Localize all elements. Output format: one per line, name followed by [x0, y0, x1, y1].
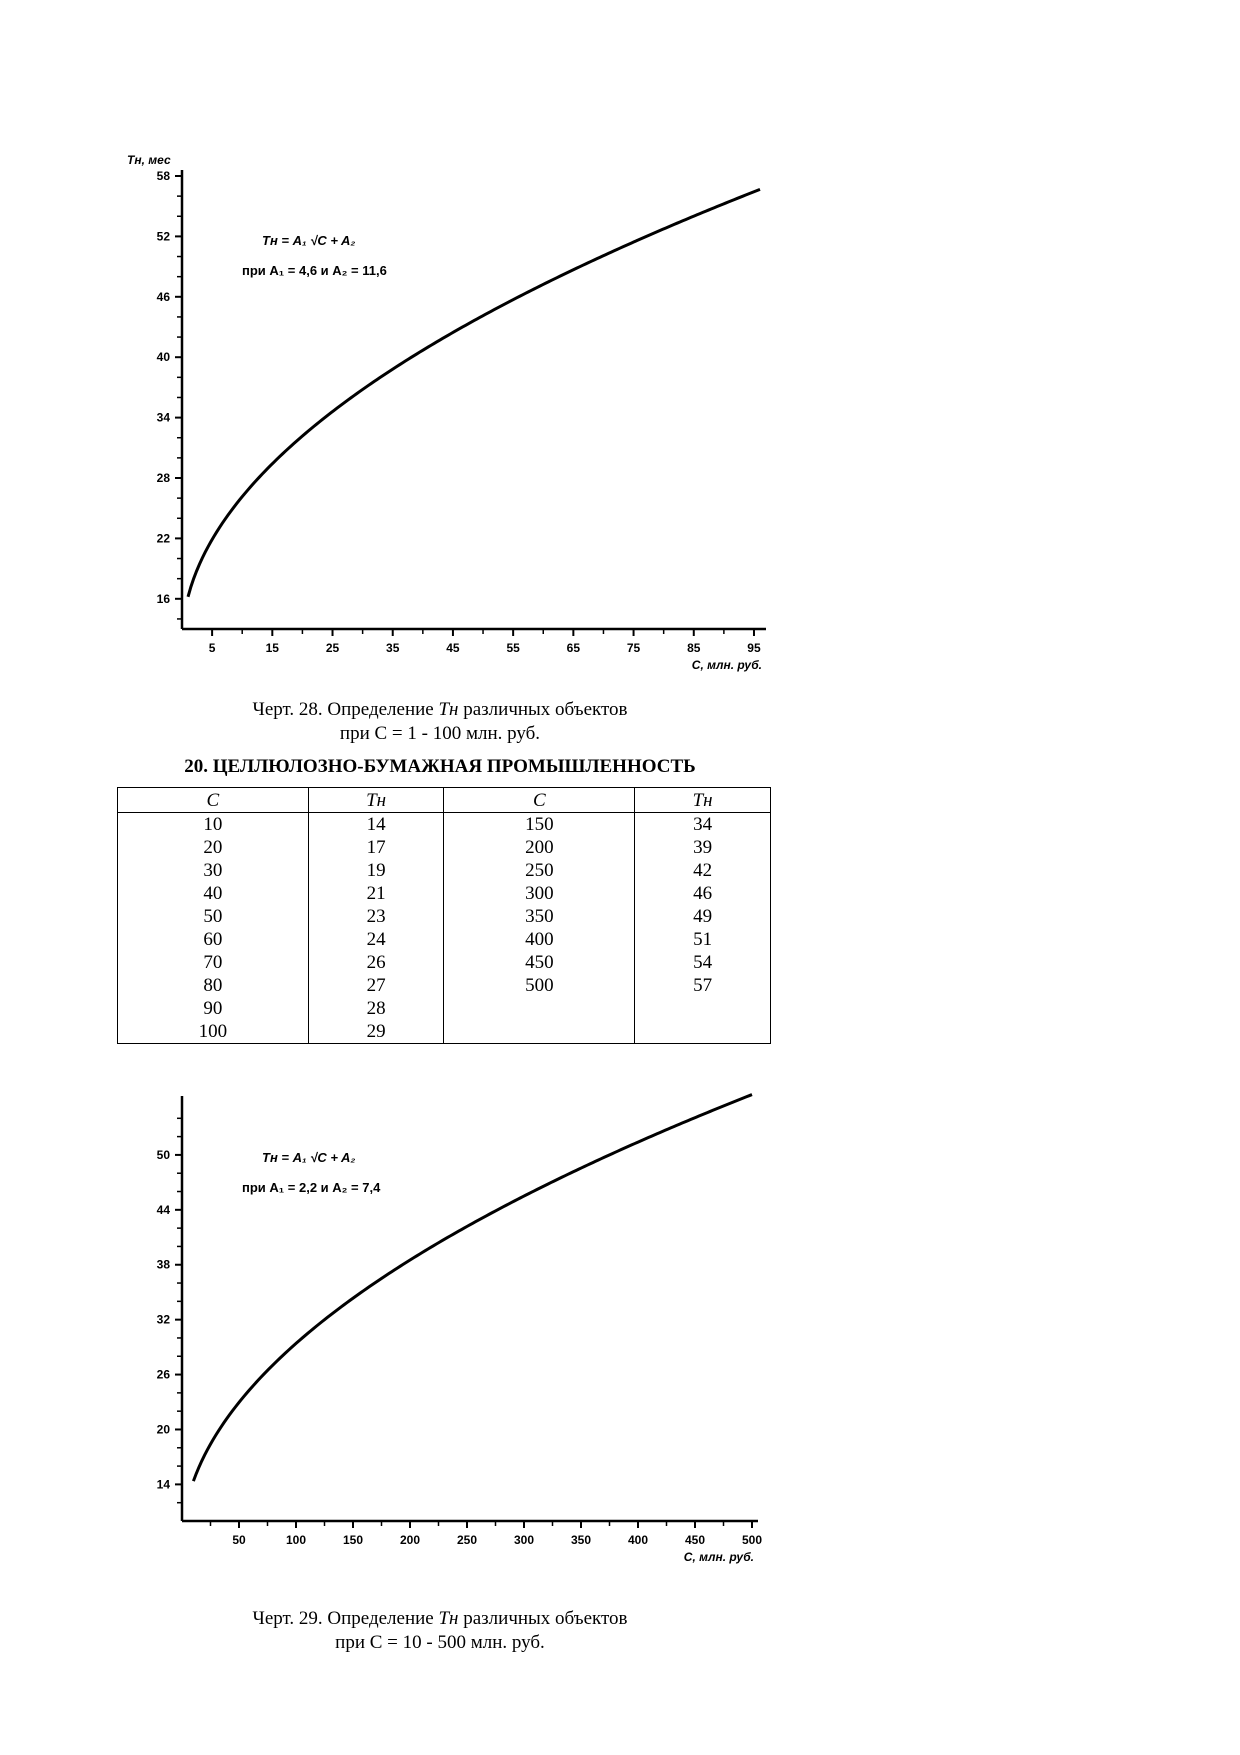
table-cell: 20	[118, 836, 309, 859]
table-row	[118, 1020, 771, 1044]
header-tn: Тн	[308, 788, 444, 813]
table-cell: 200	[444, 836, 635, 859]
x-tick-label: 400	[627, 1533, 649, 1547]
table-cell: 23	[308, 905, 444, 928]
table-cell: 30	[118, 859, 309, 882]
table-cell: 450	[444, 951, 635, 974]
table-cell: 350	[444, 905, 635, 928]
table-cell: 500	[444, 974, 635, 997]
table-row	[118, 997, 771, 1020]
table-cell: 39	[635, 836, 771, 859]
table-row	[118, 859, 771, 882]
table-cell: 14	[308, 813, 444, 837]
table-cell: 300	[444, 882, 635, 905]
caption-chart-29: Черт. 29. Определение Тн различных объектов при С = 10 - 500 млн. руб.	[252, 1608, 628, 1653]
table-row	[118, 905, 771, 928]
chart-29	[0, 1080, 1240, 1580]
table-cell: 150	[444, 813, 635, 837]
x-tick-label: 75	[626, 641, 641, 655]
table-row	[118, 951, 771, 974]
y-tick-label: 28	[156, 471, 170, 485]
y-tick-label: 58	[156, 169, 170, 183]
data-series-line	[188, 189, 760, 596]
y-tick-label: 40	[156, 350, 170, 365]
x-tick-label: 35	[386, 641, 400, 655]
table-cell: 46	[635, 882, 771, 905]
x-tick-label: 95	[747, 641, 761, 655]
x-tick-label: 55	[506, 641, 520, 655]
x-tick-label: 100	[285, 1533, 307, 1547]
table-cell: 40	[118, 882, 309, 905]
table-cell: 21	[308, 882, 444, 905]
x-tick-label: 200	[399, 1533, 421, 1547]
x-tick-label: 45	[446, 641, 460, 655]
y-tick-label: 38	[156, 1257, 170, 1272]
table-cell: 51	[635, 928, 771, 951]
table-cell	[635, 1020, 771, 1044]
y-tick-label: 20	[156, 1422, 170, 1437]
y-axis-label: Тн, мес	[127, 153, 171, 167]
header-c: С	[444, 788, 635, 813]
table-cell: 100	[118, 1020, 309, 1044]
y-tick-label: 16	[156, 591, 170, 606]
formula-label: Тн = A₁ √C + A₂	[262, 1150, 356, 1165]
section-title: 20. ЦЕЛЛЮЛОЗНО-БУМАЖНАЯ ПРОМЫШЛЕННОСТЬ	[184, 756, 696, 777]
table-cell: 60	[118, 928, 309, 951]
y-tick-label: 32	[156, 1312, 170, 1327]
x-tick-label: 65	[566, 641, 581, 655]
table-cell: 34	[635, 813, 771, 837]
table-cell	[444, 997, 635, 1020]
table-cell: 90	[118, 997, 309, 1020]
data-table	[117, 787, 771, 1044]
y-tick-label: 44	[156, 1202, 170, 1217]
table-cell: 50	[118, 905, 309, 928]
formula-params: при A₁ = 4,6 и A₂ = 11,6	[242, 263, 387, 278]
x-tick-label: 450	[684, 1533, 706, 1547]
formula-params: при A₁ = 2,2 и A₂ = 7,4	[242, 1180, 381, 1195]
chart-28	[0, 0, 1240, 690]
table-row	[118, 836, 771, 859]
table-cell	[635, 997, 771, 1020]
x-tick-label: 50	[232, 1533, 246, 1547]
table-cell: 49	[635, 905, 771, 928]
table-cell: 17	[308, 836, 444, 859]
table-cell: 24	[308, 928, 444, 951]
y-tick-label: 50	[156, 1147, 170, 1162]
header-tn: Тн	[635, 788, 771, 813]
table-cell: 54	[635, 951, 771, 974]
table-cell: 80	[118, 974, 309, 997]
table-cell: 400	[444, 928, 635, 951]
table-cell: 57	[635, 974, 771, 997]
table-cell: 27	[308, 974, 444, 997]
header-c: С	[118, 788, 309, 813]
y-tick-label: 14	[156, 1477, 170, 1492]
y-tick-label: 34	[156, 410, 170, 425]
caption-variable: Тн	[438, 699, 459, 720]
y-tick-label: 46	[156, 289, 170, 304]
table-cell: 19	[308, 859, 444, 882]
table-header-row	[118, 788, 771, 813]
x-tick-label: 85	[687, 641, 701, 655]
table-row	[118, 813, 771, 837]
formula-label: Тн = A₁ √C + A₂	[262, 233, 356, 248]
y-tick-label: 26	[156, 1367, 170, 1382]
y-tick-label: 52	[156, 229, 170, 244]
table-row	[118, 882, 771, 905]
table-cell: 250	[444, 859, 635, 882]
caption-variable: Тн	[438, 1608, 459, 1629]
table-cell: 70	[118, 951, 309, 974]
x-axis-label: С, млн. руб.	[691, 658, 762, 672]
table-cell	[444, 1020, 635, 1044]
x-tick-label: 25	[325, 641, 340, 655]
x-tick-label: 250	[456, 1533, 478, 1547]
x-tick-label: 15	[265, 641, 279, 655]
caption-chart-28: Черт. 28. Определение Тн различных объектов при С = 1 - 100 млн. руб.	[252, 699, 628, 744]
table-cell: 26	[308, 951, 444, 974]
y-tick-label: 22	[156, 531, 170, 546]
table-cell: 42	[635, 859, 771, 882]
x-tick-label: 5	[208, 641, 216, 655]
table-cell: 10	[118, 813, 309, 837]
x-axis-label: С, млн. руб.	[683, 1550, 754, 1564]
x-tick-label: 150	[342, 1533, 364, 1547]
table-row	[118, 928, 771, 951]
table-row	[118, 974, 771, 997]
table-cell: 28	[308, 997, 444, 1020]
x-tick-label: 500	[741, 1533, 763, 1547]
x-tick-label: 300	[513, 1533, 535, 1547]
x-tick-label: 350	[570, 1533, 592, 1547]
table-cell: 29	[308, 1020, 444, 1044]
